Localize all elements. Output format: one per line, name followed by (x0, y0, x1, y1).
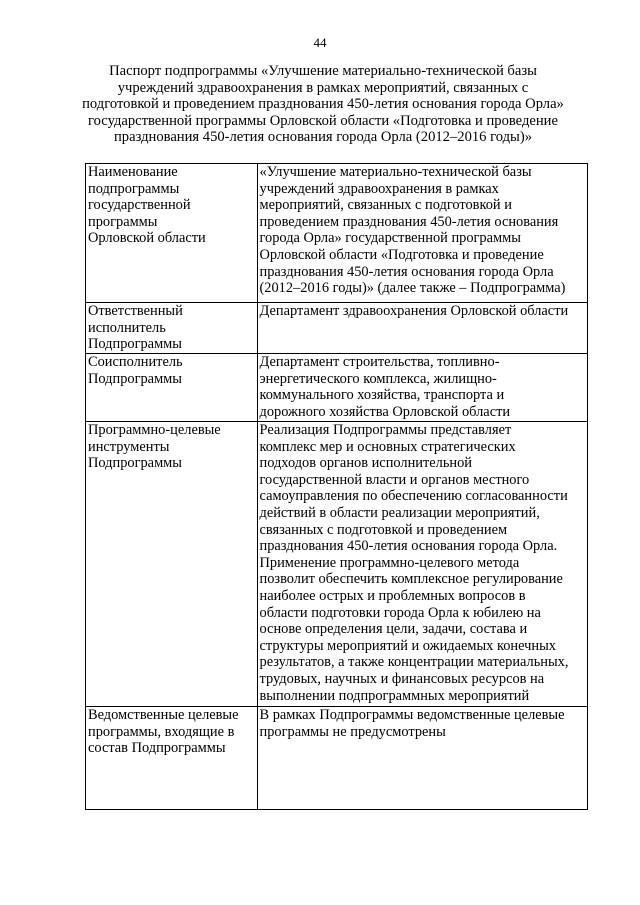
row-label-cell (86, 303, 258, 354)
label-line: инструменты (88, 438, 170, 455)
label-line: подпрограммы (88, 180, 180, 197)
label-line: исполнитель (88, 319, 166, 336)
value-line: подходов органов исполнительной (259, 455, 473, 472)
value-line: Орловской области «Подготовка и проведение (259, 246, 544, 263)
value-line: (2012–2016 годы)» (далее также – Подпрограмма) (259, 280, 566, 297)
row-value-cell (257, 303, 588, 354)
value-line: Реализация Подпрограммы представляет (259, 422, 512, 438)
value-line: проведением празднования 450-летия основания (259, 213, 559, 230)
value-line: структуры мероприятий и ожидаемых конечных (259, 637, 556, 654)
row-value-cell (257, 707, 588, 810)
label-line: Орловской области (88, 230, 206, 247)
label-line: Программно-целевые (88, 422, 221, 438)
value-line: самоуправления по обеспечению согласованности (259, 488, 568, 505)
value-line: энергетического комплекса, жилищно- (259, 370, 497, 387)
row-label-cell (86, 164, 258, 303)
label-line: Соисполнитель (88, 354, 183, 370)
label-line: Подпрограммы (88, 370, 182, 387)
value-line: учреждений здравоохранения в рамках (259, 180, 499, 197)
value-line: действий в области реализации мероприятий, (259, 504, 540, 521)
table-row (86, 303, 588, 354)
row-label-cell (86, 354, 258, 422)
table-row (86, 707, 588, 810)
value-line: области подготовки города Орла к юбилею на (259, 604, 541, 621)
value-line: позволит обеспечить комплексное регулирование (259, 571, 563, 588)
value-line: коммунального хозяйства, транспорта и (259, 387, 505, 404)
value-line: празднования 450-летия основания города Орла (259, 263, 554, 280)
label-line: состав Подпрограммы (88, 740, 226, 757)
value-line: мероприятий, связанных с подготовкой и (259, 197, 512, 214)
value-line: связанных с подготовкой и проведением (259, 521, 508, 538)
label-line: Подпрограммы (88, 336, 182, 353)
table-row (86, 164, 588, 303)
value-line: комплекс мер и основных стратегических (259, 438, 516, 455)
value-line: выполнении подпрограммных мероприятий (259, 687, 530, 704)
label-line: Подпрограммы (88, 455, 182, 472)
title-line: учреждений здравоохранения в рамках мероприятий, связанных с (117, 79, 529, 96)
value-line: программы не предусмотрены (259, 723, 446, 740)
value-line: основе определения цели, задачи, состава и (259, 621, 528, 638)
value-line: наиболее острых и проблемных вопросов в (259, 587, 526, 604)
value-line: «Улучшение материально-технической базы (259, 164, 532, 180)
row-value-cell (257, 164, 588, 303)
value-line: Применение программно-целевого метода (259, 554, 520, 571)
label-line: государственной (88, 197, 191, 214)
table-row (86, 354, 588, 422)
document-title (78, 63, 568, 146)
value-line: Департамент здравоохранения Орловской области (259, 303, 569, 319)
label-line: программы (88, 213, 158, 230)
row-label-cell (86, 707, 258, 810)
value-line: дорожного хозяйства Орловской области (259, 403, 511, 420)
value-line: результатов, а также концентрации материальных, (259, 654, 569, 671)
value-line: Департамент строительства, топливно- (259, 354, 500, 370)
label-line: Ответственный (88, 303, 183, 319)
row-label-cell (86, 422, 258, 707)
table-row (86, 422, 588, 707)
value-line: государственной власти и органов местного (259, 471, 530, 488)
value-line: В рамках Подпрограммы ведомственные целевые (259, 707, 565, 723)
row-value-cell (257, 354, 588, 422)
row-value-cell (257, 422, 588, 707)
value-line: празднования 450-летия основания города Орла. (259, 538, 558, 555)
page-number: 44 (313, 35, 327, 50)
label-line: Наименование (88, 164, 178, 180)
label-line: программы, входящие в (88, 723, 235, 740)
value-line: трудовых, научных и финансовых ресурсов на (259, 670, 545, 687)
label-line: Ведомственные целевые (88, 707, 239, 723)
title-line: празднования 450-летия основания города Орла (2012–2016 годы)» (114, 129, 532, 146)
value-line: города Орла» государственной программы (259, 230, 521, 247)
title-line: Паспорт подпрограммы «Улучшение материально-технической базы (109, 63, 537, 79)
passport-table (85, 163, 588, 810)
title-line: подготовкой и проведением празднования 450-летия основания города Орла» (82, 96, 564, 113)
title-line: государственной программы Орловской области «Подготовка и проведение (88, 112, 558, 129)
